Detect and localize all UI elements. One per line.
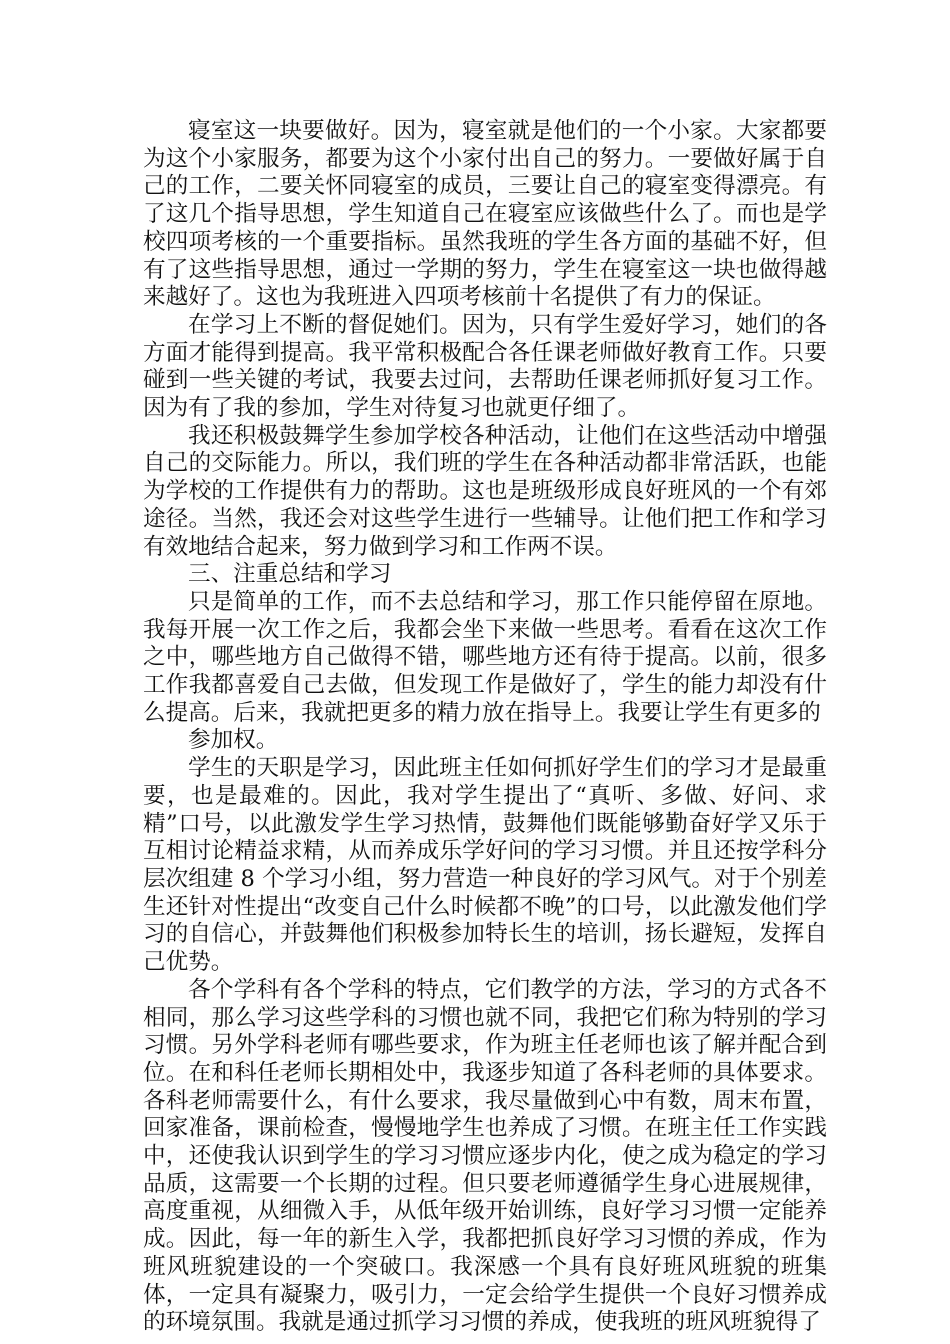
- paragraph-participation: 参加权。: [188, 727, 279, 754]
- document-body: [143, 118, 827, 1337]
- paragraph-study-supervision: 在学习上不断的督促她们。因为，只有学生爱好学习，她们的各方面才能得到提高。我平常积极配合各任课老师做好教育工作。只要碰到一些关键的考试，我要去过问，去帮助任课老师抓好复习工作。因为有了我的参加，学生对待复习也就更仔细了。: [143, 311, 827, 422]
- paragraph-dormitory: 寝室这一块要做好。因为，寝室就是他们的一个小家。大家都要为这个小家服务，都要为这个小家付出自己的努力。一要做好属于自己的工作，二要关怀同寝室的成员，三要让自己的寝室变得漂亮。有了这几个指导思想，学生知道自己在寝室应该做些什么了。而也是学校四项考核的一个重要指标。虽然我班的学生各方面的基础不好，但有了这些指导思想，通过一学期的努力，学生在寝室这一块也做得越来越好了。这也为我班进入四项考核前十名提供了有力的保证。: [143, 118, 827, 311]
- section-heading: 三、注重总结和学习: [188, 561, 392, 588]
- paragraph-summary: 只是简单的工作，而不去总结和学习，那工作只能停留在原地。我每开展一次工作之后，我都会坐下来做一些思考。看看在这次工作之中，哪些地方自己做得不错，哪些地方还有待于提高。以前，很多工作我都喜爱自己去做，但发现工作是做好了，学生的能力却没有什么提高。后来，我就把更多的精力放在指导上。我要让学生有更多的: [143, 588, 827, 726]
- paragraph-subject-habits: 各个学科有各个学科的特点，它们教学的方法，学习的方式各不相同，那么学习这些学科的习惯也就不同，我把它们称为特别的学习习惯。另外学科老师有哪些要求，作为班主任老师也该了解并配合到位。在和科任老师长期相处中，我逐步知道了各科老师的具体要求。各科老师需要什么，有什么要求，我尽量做到心中有数，周末布置，回家准备，课前检查，慢慢地学生也养成了习惯。在班主任工作实践中，还使我认识到学生的学习习惯应逐步内化，使之成为稳定的学习品质，这需要一个长期的过程。但只要老师遵循学生身心进展规律，高度重视，从细微入手，从低年级开始训练，良好学习习惯一定能养成。因此，每一年的新生入学，我都把抓良好学习习惯的养成，作为班风班貌建设的一个突破口。我深感一个具有良好班风班貌的班集体，一定具有凝聚力，吸引力，一定会给学生提供一个良好习惯养成的环境氛围。我就是通过抓学习习惯的养成，使我班的班风班貌得了: [143, 976, 827, 1336]
- paragraph-activities: 我还积极鼓舞学生参加学校各种活动，让他们在这些活动中增强自己的交际能力。所以，我们班的学生在各种活动都非常活跃，也能为学校的工作提供有力的帮助。这也是班级形成良好班风的一个有郊途径。当然，我还会对这些学生进行一些辅导。让他们把工作和学习有效地结合起来，努力做到学习和工作两不误。: [143, 422, 827, 560]
- paragraph-learning-duty: 学生的天职是学习，因此班主任如何抓好学生们的学习才是最重要，也是最难的。因此，我对学生提出了“真听、多做、好问、求精”口号，以此激发学生学习热情，鼓舞他们既能够勤奋好学又乐于互相讨论精益求精，从而养成乐学好问的学习习惯。并且还按学科分层次组建 8 个学习小组，努力营造一种良好的学习风气。对于个别差生还针对性提出“改变自己什么时候都不晚”的口号，以此激发他们学习的自信心，并鼓舞他们积极参加特长生的培训，扬长避短，发挥自己优势。: [143, 755, 827, 976]
